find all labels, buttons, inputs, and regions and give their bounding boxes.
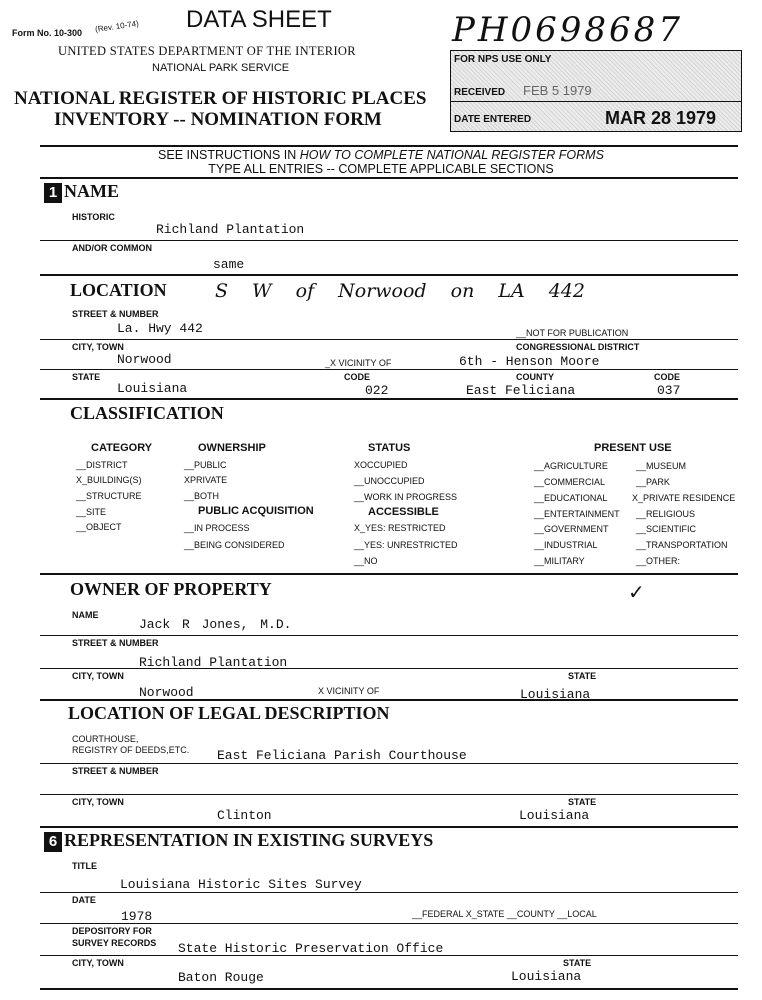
category-option: __SITE — [76, 507, 107, 517]
legal-street-label: STREET & NUMBER — [72, 766, 159, 776]
street-value: La. Hwy 442 — [117, 321, 203, 336]
common-name: same — [213, 257, 245, 272]
legal-state-value: Louisiana — [519, 808, 590, 823]
rule — [40, 573, 738, 575]
survey-title-label: TITLE — [72, 861, 97, 871]
owner-state-value: Louisiana — [520, 687, 591, 702]
rule — [40, 955, 738, 956]
rule — [40, 668, 738, 669]
owner-state-label: STATE — [568, 671, 597, 681]
city-label: CITY, TOWN — [72, 342, 124, 352]
section-surveys-heading — [44, 830, 433, 852]
section-location-title: LOCATION — [70, 280, 167, 300]
courthouse-value: East Feliciana Parish Courthouse — [217, 748, 467, 763]
checkmark-icon: ✓ — [628, 582, 645, 604]
county-value: East Feliciana — [466, 383, 576, 398]
state-value: Louisiana — [117, 381, 188, 396]
section-surveys-title: REPRESENTATION IN EXISTING SURVEYS — [64, 830, 434, 850]
historic-name: Richland Plantation — [156, 222, 305, 237]
use-option: __AGRICULTURE — [534, 461, 608, 471]
vicinity-of: _X VICINITY OF — [325, 358, 392, 368]
accessible-heading: ACCESSIBLE — [368, 506, 439, 518]
city-value: Norwood — [117, 352, 172, 367]
survey-date-label: DATE — [72, 895, 96, 905]
use-option: X_PRIVATE RESIDENCE — [632, 493, 736, 503]
instructions-prefix: SEE INSTRUCTIONS IN — [158, 148, 300, 162]
survey-city-label: CITY, TOWN — [72, 958, 124, 968]
rule — [40, 892, 738, 893]
category-heading: CATEGORY — [91, 442, 153, 454]
use-option: __PARK — [636, 477, 670, 487]
acquisition-option: __BEING CONSIDERED — [184, 540, 285, 550]
accessible-option: __YES: UNRESTRICTED — [354, 540, 458, 550]
section-number-6: 6 — [44, 832, 62, 852]
section-number-1: 1 — [44, 183, 62, 203]
street-label: STREET & NUMBER — [72, 309, 159, 319]
section-legal-title: LOCATION OF LEGAL DESCRIPTION — [68, 703, 390, 723]
nps-box-label: FOR NPS USE ONLY — [454, 54, 552, 65]
rule — [40, 923, 738, 924]
use-option: __SCIENTIFIC — [636, 524, 697, 534]
use-option: __OTHER: — [636, 556, 681, 566]
form-title-line1: NATIONAL REGISTER OF HISTORIC PLACES — [14, 88, 427, 109]
legal-city-value: Clinton — [217, 808, 272, 823]
instructions-rule — [40, 177, 738, 179]
rule — [40, 699, 738, 701]
use-option: __ENTERTAINMENT — [534, 509, 620, 519]
form-revision: (Rev. 10-74) — [94, 18, 140, 35]
rule — [40, 339, 738, 340]
county-label: COUNTY — [516, 372, 554, 382]
use-option: __MUSEUM — [636, 461, 687, 471]
present-use-heading: PRESENT USE — [594, 442, 672, 454]
department: UNITED STATES DEPARTMENT OF THE INTERIOR — [58, 44, 356, 58]
rule — [40, 240, 738, 241]
survey-levels: __FEDERAL X_STATE __COUNTY __LOCAL — [412, 909, 597, 919]
rule — [40, 763, 738, 764]
survey-state-label: STATE — [563, 958, 592, 968]
accessible-option: __NO — [354, 556, 378, 566]
owner-vicinity: X VICINITY OF — [318, 686, 380, 696]
use-option: __EDUCATIONAL — [534, 493, 608, 503]
historic-label: HISTORIC — [72, 212, 115, 222]
use-option: __MILITARY — [534, 556, 585, 566]
owner-city-label: CITY, TOWN — [72, 671, 124, 681]
code-label: CODE — [344, 372, 371, 382]
received-label: RECEIVED — [454, 87, 506, 98]
section-name-heading — [44, 181, 119, 203]
accessible-option: X_YES: RESTRICTED — [354, 523, 446, 533]
use-option: __TRANSPORTATION — [636, 540, 728, 550]
received-stamp: FEB 5 1979 — [523, 83, 592, 98]
category-option: __DISTRICT — [76, 460, 128, 470]
use-option: __COMMERCIAL — [534, 477, 606, 487]
survey-state-value: Louisiana — [511, 969, 582, 984]
rule — [40, 398, 738, 400]
status-heading: STATUS — [368, 442, 411, 454]
ownership-option: __PUBLIC — [184, 460, 227, 470]
section-classification-title: CLASSIFICATION — [70, 403, 224, 423]
category-option: X_BUILDING(S) — [76, 475, 142, 485]
nps-box-divider — [451, 101, 741, 102]
date-entered-label: DATE ENTERED — [454, 114, 532, 125]
congressional-district-value: 6th - Henson Moore — [459, 354, 600, 369]
courthouse-label-1: COURTHOUSE, — [72, 734, 139, 744]
category-option: __STRUCTURE — [76, 491, 142, 501]
depository-value: State Historic Preservation Office — [178, 941, 444, 956]
service: NATIONAL PARK SERVICE — [152, 62, 290, 74]
rule — [40, 635, 738, 636]
owner-street-label: STREET & NUMBER — [72, 638, 159, 648]
header-rule — [40, 145, 738, 147]
nps-use-box — [450, 50, 742, 132]
survey-date-value: 1978 — [121, 909, 153, 924]
owner-name-label: NAME — [72, 610, 99, 620]
courthouse-label-2: REGISTRY OF DEEDS,ETC. — [72, 745, 190, 755]
instructions-line1 — [0, 148, 762, 162]
use-option: __INDUSTRIAL — [534, 540, 598, 550]
owner-name-value: Jack R Jones, M.D. — [139, 617, 292, 632]
form-number: Form No. 10-300 — [12, 28, 83, 38]
ownership-option: __BOTH — [184, 491, 220, 501]
legal-city-label: CITY, TOWN — [72, 797, 124, 807]
not-for-publication: __NOT FOR PUBLICATION — [516, 328, 629, 338]
use-option: __RELIGIOUS — [636, 509, 696, 519]
survey-title-value: Louisiana Historic Sites Survey — [120, 877, 362, 892]
public-acquisition-heading: PUBLIC ACQUISITION — [198, 505, 314, 517]
rule — [40, 988, 738, 990]
status-option: __WORK IN PROGRESS — [354, 492, 458, 502]
rule — [40, 794, 738, 795]
section-owner-title: OWNER OF PROPERTY — [70, 579, 272, 599]
status-option: XOCCUPIED — [354, 460, 408, 470]
section-name-title: NAME — [64, 181, 119, 201]
depository-label-2: SURVEY RECORDS — [72, 938, 157, 948]
depository-label-1: DEPOSITORY FOR — [72, 926, 152, 936]
legal-state-label: STATE — [568, 797, 597, 807]
form-title-line2: INVENTORY -- NOMINATION FORM — [54, 109, 382, 130]
code2-label: CODE — [654, 372, 681, 382]
state-label: STATE — [72, 372, 101, 382]
category-option: __OBJECT — [76, 522, 122, 532]
survey-city-value: Baton Rouge — [178, 970, 264, 985]
data-sheet-stamp: DATA SHEET — [186, 6, 332, 33]
use-option: __GOVERNMENT — [534, 524, 609, 534]
ownership-option: XPRIVATE — [184, 475, 228, 485]
common-label: AND/OR COMMON — [72, 243, 152, 253]
instructions-booklet: HOW TO COMPLETE NATIONAL REGISTER FORMS — [299, 148, 604, 162]
reference-number: PH0698687 — [452, 10, 683, 50]
status-option: __UNOCCUPIED — [354, 476, 425, 486]
rule — [40, 369, 738, 370]
date-entered-stamp: MAR 28 1979 — [605, 108, 717, 128]
code-value: 022 — [365, 383, 389, 398]
owner-city-value: Norwood — [139, 685, 194, 700]
handwritten-location-note: S W of Norwood on LA 442 — [215, 280, 585, 302]
rule — [40, 826, 738, 828]
instructions-line2: TYPE ALL ENTRIES -- COMPLETE APPLICABLE SECTIONS — [208, 162, 554, 176]
code2-value: 037 — [657, 383, 681, 398]
congressional-district-label: CONGRESSIONAL DISTRICT — [516, 342, 640, 352]
ownership-heading: OWNERSHIP — [198, 442, 266, 454]
owner-street-value: Richland Plantation — [139, 655, 288, 670]
rule — [40, 274, 738, 276]
acquisition-option: __IN PROCESS — [184, 523, 250, 533]
